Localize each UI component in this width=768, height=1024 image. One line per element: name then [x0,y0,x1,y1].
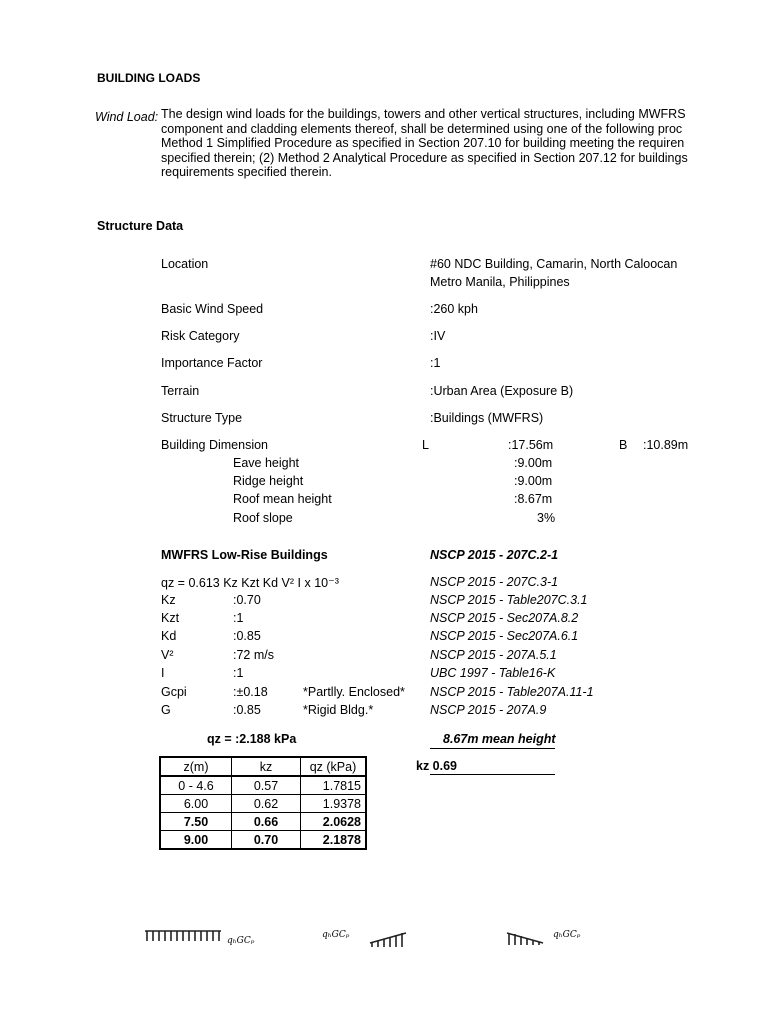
paragraph-line: Method 1 Simplified Procedure as specified in Section 207.10 for building meeting the requiren [161,136,685,150]
table-cell: 0.70 [232,831,301,850]
paragraph-line: component and cladding elements thereof, shall be determined using one of the following proc [161,121,683,136]
basic-wind-speed-value: :260 kph [430,302,478,316]
qz-formula: qz = 0.613 Kz Kzt Kd V² I x 10⁻³ [161,576,339,590]
table-cell: 0.62 [232,795,301,813]
paragraph-line: requirements specified therein. [161,165,332,179]
length-label: L [422,438,429,452]
qz-formula-reference: NSCP 2015 - 207C.3-1 [430,575,559,589]
pressure-arrows [507,933,543,945]
table-header-cell: z(m) [160,757,232,776]
pressure-label: qₕGCₚ [322,930,350,940]
table-cell: 7.50 [160,813,232,831]
table-cell: 0 - 4.6 [160,776,232,795]
param-name: Kzt [161,611,180,625]
wind-load-label: Wind Load: [95,110,159,124]
param-note: *Rigid Bldg.* [303,703,374,717]
structure-data-title: Structure Data [97,219,184,233]
importance-factor-value: :1 [430,356,441,370]
param-reference: NSCP 2015 - 207A.5.1 [430,648,557,662]
param-value: :±0.18 [233,685,268,699]
mwfrs-title-reference: NSCP 2015 - 207C.2-1 [430,548,559,562]
breadth-label: B [619,438,628,452]
pressure-diagram-middle [322,925,422,949]
length-value: :17.56m [508,438,554,452]
location-value-line2: Metro Manila, Philippines [430,275,570,289]
param-name: I [161,666,165,680]
param-value: :1 [233,611,244,625]
table-cell: 0.66 [232,813,301,831]
kz-result: kz 0.69 [416,759,458,773]
mwfrs-title: MWFRS Low-Rise Buildings [161,548,328,562]
table-cell: 2.1878 [301,831,367,850]
param-name: V² [161,648,174,662]
ridge-height-value: :9.00m [514,474,553,488]
risk-category-value: :IV [430,329,446,343]
importance-factor-label: Importance Factor [161,356,263,370]
location-value-line1: #60 NDC Building, Camarin, North Caloocan [430,257,678,271]
param-name: G [161,703,171,717]
pressure-label: qₕGCₚ [227,936,255,945]
table-row [160,831,366,850]
param-reference: NSCP 2015 - Sec207A.8.2 [430,611,579,625]
param-value: :1 [233,666,244,680]
param-reference: NSCP 2015 - Table207A.11-1 [430,685,594,699]
page-heading: BUILDING LOADS [97,71,201,85]
breadth-value: :10.89m [643,438,689,452]
wind-load-paragraph [161,107,694,180]
param-reference: NSCP 2015 - 207A.9 [430,703,547,717]
param-name: Kz [161,593,176,607]
roof-slope-label: Roof slope [233,511,293,525]
table-row [160,795,366,813]
paragraph-line: specified therein; (2) Method 2 Analytical Procedure as specified in Section 207.12 for buildings [161,150,688,165]
pressure-label: qₕGCₚ [553,930,581,940]
roof-slope-value: 3% [537,511,556,525]
structure-type-value: :Buildings (MWFRS) [430,411,544,425]
table-header-cell: kz [232,757,301,776]
pressure-diagram-right [505,925,615,949]
param-name: Kd [161,629,177,643]
eave-height-value: :9.00m [514,456,553,470]
param-value: :0.70 [233,593,261,607]
param-reference: NSCP 2015 - Table207C.3.1 [430,593,588,607]
mean-height-label: 8.67m mean height [443,732,556,746]
structure-type-label: Structure Type [161,411,243,425]
table-row [160,776,366,795]
param-value: :72 m/s [233,648,274,662]
eave-height-label: Eave height [233,456,300,470]
param-reference: UBC 1997 - Table16-K [430,666,556,680]
qz-table [159,756,367,850]
table-cell: 6.00 [160,795,232,813]
location-label: Location [161,257,209,271]
roof-mean-height-label: Roof mean height [233,492,332,506]
param-reference: NSCP 2015 - Sec207A.6.1 [430,629,579,643]
param-note: *Partlly. Enclosed* [303,685,405,699]
table-cell: 0.57 [232,776,301,795]
table-header-row [160,757,366,776]
pressure-arrows [370,933,406,947]
building-dimension-label: Building Dimension [161,438,269,452]
table-row [160,813,366,831]
table-header-cell: qz (kPa) [301,757,367,776]
table-cell: 1.9378 [301,795,367,813]
terrain-value: :Urban Area (Exposure B) [430,384,574,398]
param-name: Gcpi [161,685,187,699]
pressure-arrows [145,931,221,941]
mean-height-underline [430,748,555,749]
ridge-height-label: Ridge height [233,474,304,488]
table-cell: 1.7815 [301,776,367,795]
risk-category-label: Risk Category [161,329,240,343]
qz-result: qz = :2.188 kPa [207,732,297,746]
kz-underline [430,774,555,775]
param-value: :0.85 [233,703,261,717]
pressure-diagram-left [145,925,265,945]
table-cell: 9.00 [160,831,232,850]
param-value: :0.85 [233,629,261,643]
basic-wind-speed-label: Basic Wind Speed [161,302,264,316]
terrain-label: Terrain [161,384,200,398]
table-cell: 2.0628 [301,813,367,831]
roof-mean-height-value: :8.67m [514,492,553,506]
paragraph-line: The design wind loads for the buildings, towers and other vertical structures, including MWFRS [161,107,686,121]
